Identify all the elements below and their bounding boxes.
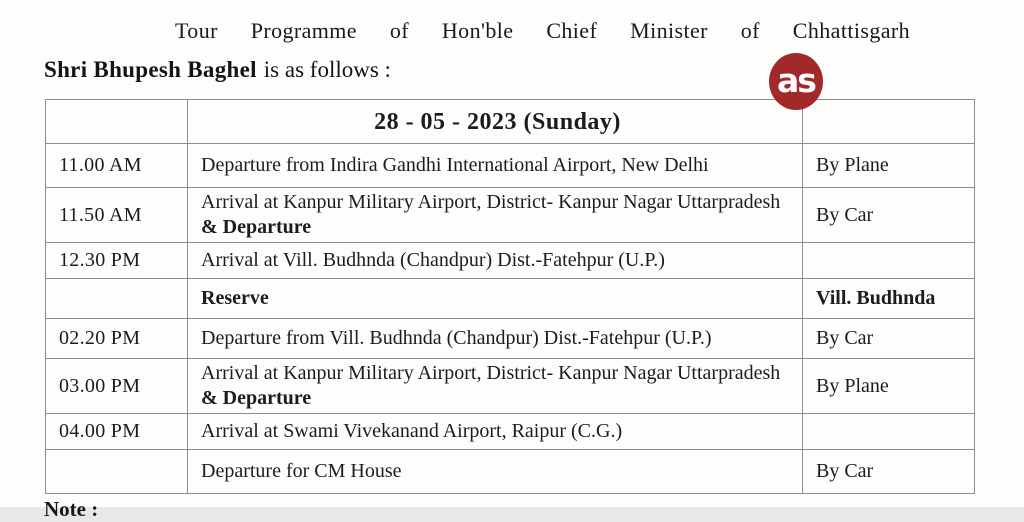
empty-cell — [46, 100, 188, 144]
table-row — [46, 243, 975, 279]
time-cell: 04.00 PM — [46, 414, 188, 450]
empty-cell — [803, 100, 975, 144]
description-cell — [188, 279, 803, 319]
description-text: Arrival at Vill. Budhnda (Chandpur) Dist.-Fatehpur (U.P.) — [201, 249, 665, 271]
cm-name: Shri Bhupesh Baghel — [44, 57, 257, 82]
description-text: Arrival at Kanpur Military Airport, District- Kanpur Nagar Uttarpradesh — [201, 362, 781, 384]
description-cell — [188, 188, 803, 243]
mode-cell: Vill. Budhnda — [803, 279, 975, 319]
description-text: Departure from Indira Gandhi International Airport, New Delhi — [201, 154, 709, 176]
time-cell — [46, 450, 188, 494]
table-row-reserve — [46, 279, 975, 319]
time-cell: 03.00 PM — [46, 359, 188, 414]
description-text: Departure from Vill. Budhnda (Chandpur) Dist.-Fatehpur (U.P.) — [201, 327, 712, 349]
description-cell — [188, 359, 803, 414]
table-row — [46, 144, 975, 188]
time-cell — [46, 279, 188, 319]
time-cell: 02.20 PM — [46, 319, 188, 359]
mode-cell — [803, 243, 975, 279]
table-row — [46, 319, 975, 359]
description-cell — [188, 450, 803, 494]
table-row — [46, 188, 975, 243]
note-label: Note : — [44, 497, 99, 521]
mode-cell: By Car — [803, 188, 975, 243]
description-bold-text: & Departure — [201, 387, 312, 409]
title-suffix: is as follows : — [263, 57, 391, 82]
mode-cell — [803, 414, 975, 450]
time-cell: 11.00 AM — [46, 144, 188, 188]
description-cell — [188, 319, 803, 359]
table-header-row — [46, 100, 975, 144]
description-text: Arrival at Kanpur Military Airport, District- Kanpur Nagar Uttarpradesh — [201, 191, 781, 213]
description-bold-text: & Departure — [201, 216, 312, 238]
table-row — [46, 414, 975, 450]
description-cell — [188, 144, 803, 188]
mode-cell: By Plane — [803, 144, 975, 188]
document-title-line2 — [44, 57, 391, 83]
news-watermark-badge — [769, 53, 823, 110]
description-text: Departure for CM House — [201, 460, 402, 482]
table-row — [46, 450, 975, 494]
table-row — [46, 359, 975, 414]
description-cell — [188, 414, 803, 450]
watermark-text: as — [777, 61, 815, 100]
description-text: Arrival at Swami Vivekanand Airport, Raipur (C.G.) — [201, 420, 623, 442]
date-header-cell: 28 - 05 - 2023 (Sunday) — [188, 100, 803, 144]
description-cell — [188, 243, 803, 279]
mode-cell: By Car — [803, 450, 975, 494]
mode-cell: By Car — [803, 319, 975, 359]
description-bold-text: Reserve — [201, 287, 269, 309]
document-title-line1: Tour Programme of Hon'ble Chief Minister of Chhattisgarh — [175, 18, 911, 43]
time-cell: 11.50 AM — [46, 188, 188, 243]
tour-programme-table — [45, 99, 975, 494]
mode-cell: By Plane — [803, 359, 975, 414]
time-cell: 12.30 PM — [46, 243, 188, 279]
